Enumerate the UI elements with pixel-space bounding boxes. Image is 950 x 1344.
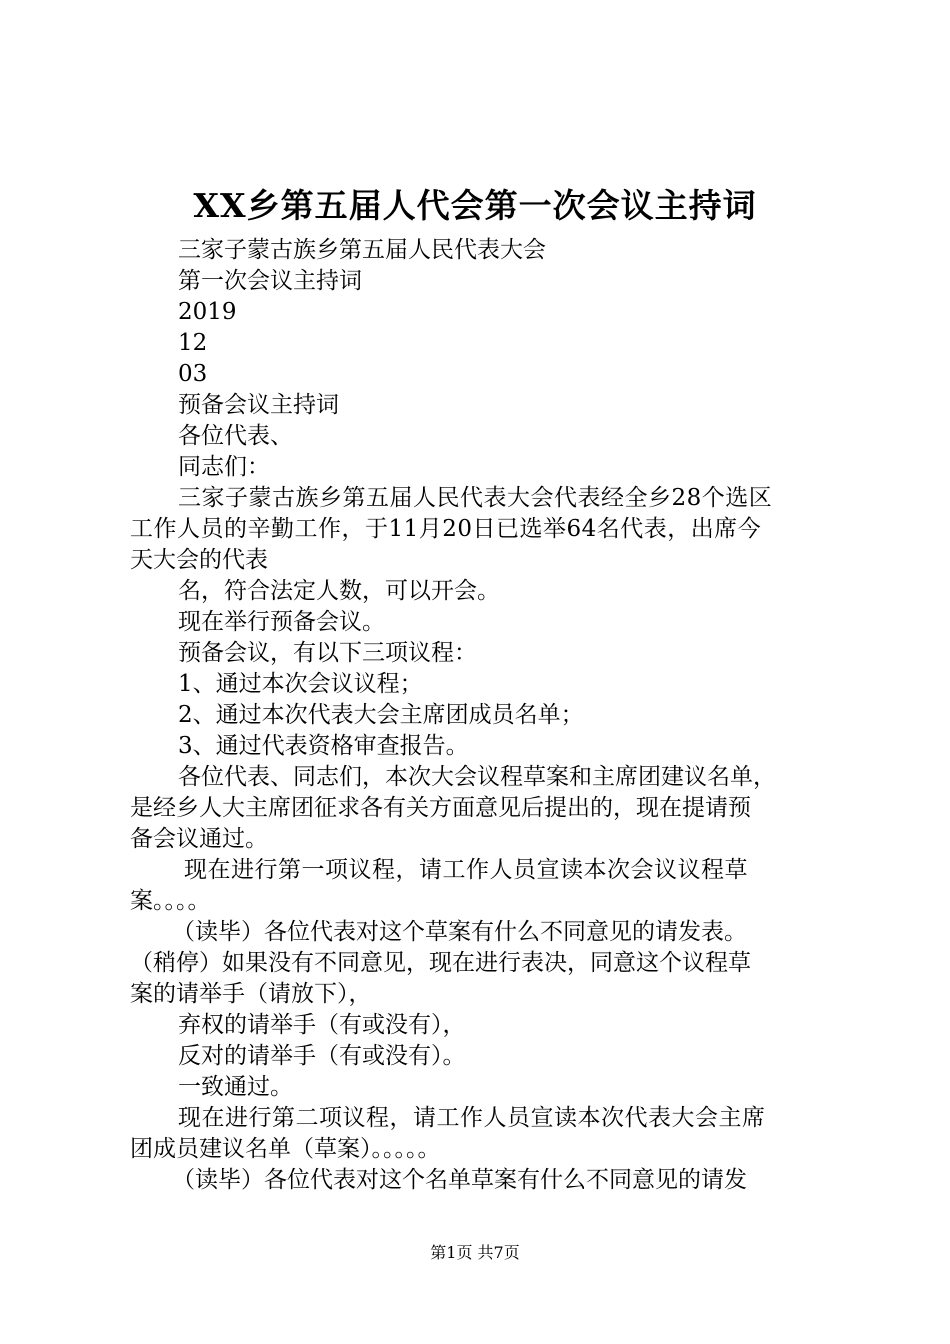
paragraph-line: 各位代表、 — [178, 423, 293, 449]
paragraph-line: 12 — [178, 330, 208, 356]
paragraph-line: 第一次会议主持词 — [178, 268, 362, 294]
paragraph-line: 03 — [178, 361, 208, 387]
paragraph-line: 现在举行预备会议。 — [178, 609, 385, 635]
paragraph-line: 案的请举手（请放下）， — [130, 981, 372, 1007]
paragraph-line: 各位代表、同志们，本次大会议程草案和主席团建议名单， — [178, 764, 776, 790]
paragraph-line: 团成员建议名单（草案）。。。。。 — [130, 1136, 441, 1162]
paragraph-line: 一致通过。 — [178, 1074, 293, 1100]
paragraph-line: 3、通过代表资格审查报告。 — [178, 733, 469, 759]
paragraph-line: 现在进行第二项议程，请工作人员宣读本次代表大会主席 — [178, 1105, 766, 1131]
paragraph-line: （读毕）各位代表对这个名单草案有什么不同意见的请发 — [172, 1167, 747, 1193]
paragraph-line: 现在进行第一项议程，请工作人员宣读本次会议议程草 — [184, 857, 748, 883]
paragraph-line: （稍停）如果没有不同意见，现在进行表决，同意这个议程草 — [130, 950, 751, 976]
paragraph-line: 案。。。。 — [130, 888, 211, 914]
paragraph-line: 1、通过本次会议议程； — [178, 671, 423, 697]
page-footer: 第1页 共7页 — [430, 1243, 520, 1262]
document-body — [130, 235, 830, 1196]
document-title: XX乡第五届人代会第一次会议主持词 — [193, 186, 757, 225]
paragraph-line: 2019 — [178, 299, 237, 325]
paragraph-line: 是经乡人大主席团征求各有关方面意见后提出的，现在提请预 — [130, 795, 751, 821]
paragraph-line: 弃权的请举手（有或没有）， — [178, 1012, 466, 1038]
paragraph-line: 预备会议主持词 — [178, 392, 339, 418]
paragraph-line: 同志们： — [178, 454, 270, 480]
paragraph-line: 三家子蒙古族乡第五届人民代表大会代表经全乡28个选区 — [178, 485, 773, 511]
paragraph-line: 天大会的代表 — [130, 547, 268, 573]
paragraph-line: 预备会议，有以下三项议程： — [178, 640, 477, 666]
paragraph-line: 工作人员的辛勤工作，于11月20日已选举64名代表，出席今 — [130, 516, 762, 542]
paragraph-line: 名，符合法定人数，可以开会。 — [178, 578, 500, 604]
paragraph-line: 三家子蒙古族乡第五届人民代表大会 — [178, 237, 546, 263]
paragraph-line: 备会议通过。 — [130, 826, 268, 852]
paragraph-line: （读毕）各位代表对这个草案有什么不同意见的请发表。 — [172, 919, 747, 945]
paragraph-line: 反对的请举手（有或没有）。 — [178, 1043, 466, 1069]
paragraph-line: 2、通过本次代表大会主席团成员名单； — [178, 702, 584, 728]
